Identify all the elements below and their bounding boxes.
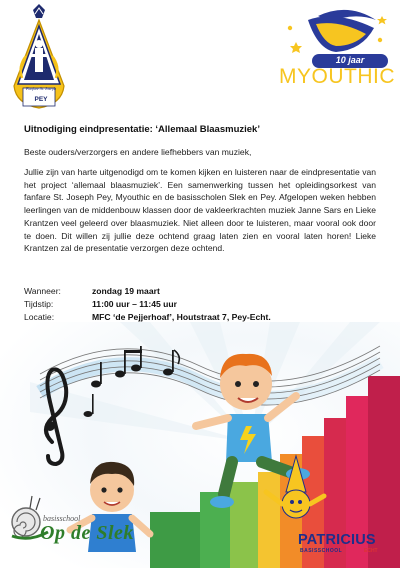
patricius-logo-name: PATRICIUS (298, 532, 376, 548)
location-label: Locatie: (24, 312, 55, 322)
fanfare-logo-line2: PEY (34, 96, 48, 103)
patricius-logo-place: ECHT (364, 548, 378, 554)
letter-body: Jullie zijn van harte uitgenodigd om te komen kijken en luisteren naar de eindpresentatie van het project ‘allemaal blaasmuziek’. Een samenwerking tussen het opleidingsorkest van fanfare St. Joseph Pey, Myouthic en de basisscholen Slek en Pey. Afgelopen weken hebben leerlingen van de middenbouw klassen door de vakleerkrachten muziek Janne Sars en Lieke Krantzen veel geleerd over blaasmuziek. Niet alleen door te luisteren, maar vooral ook door te doen. Dit willen zij jullie deze ochtend graag laten zien en vooral laten horen! Lieke Krantzen zal de presentatie verzorgen deze ochtend. (24, 167, 376, 254)
slek-logo-subtitle: basisschool (43, 514, 81, 523)
fanfare-logo-line1: Fanfare St. Joseph (26, 86, 56, 91)
time-value: 11:00 uur – 11:45 uur (92, 299, 178, 309)
when-label: Wanneer: (24, 286, 61, 296)
slek-logo-name: Op de Slek (40, 522, 134, 544)
patricius-logo-subtitle: BASISSCHOOL (300, 548, 343, 554)
when-value: zondag 19 maart (92, 286, 160, 296)
letter-title: Uitnodiging eindpresentatie: ‘Allemaal Blaasmuziek’ (24, 124, 260, 135)
myouthic-wordmark: MYOUTHIC (279, 65, 395, 88)
myouthic-years-label: 10 jaar (335, 55, 365, 65)
time-label: Tijdstip: (24, 299, 54, 309)
location-value: MFC ‘de Pejjerhoaf’, Houtstraat 7, Pey-Echt. (92, 312, 271, 322)
letter-greeting: Beste ouders/verzorgers en andere liefhebbers van muziek, (24, 147, 252, 157)
